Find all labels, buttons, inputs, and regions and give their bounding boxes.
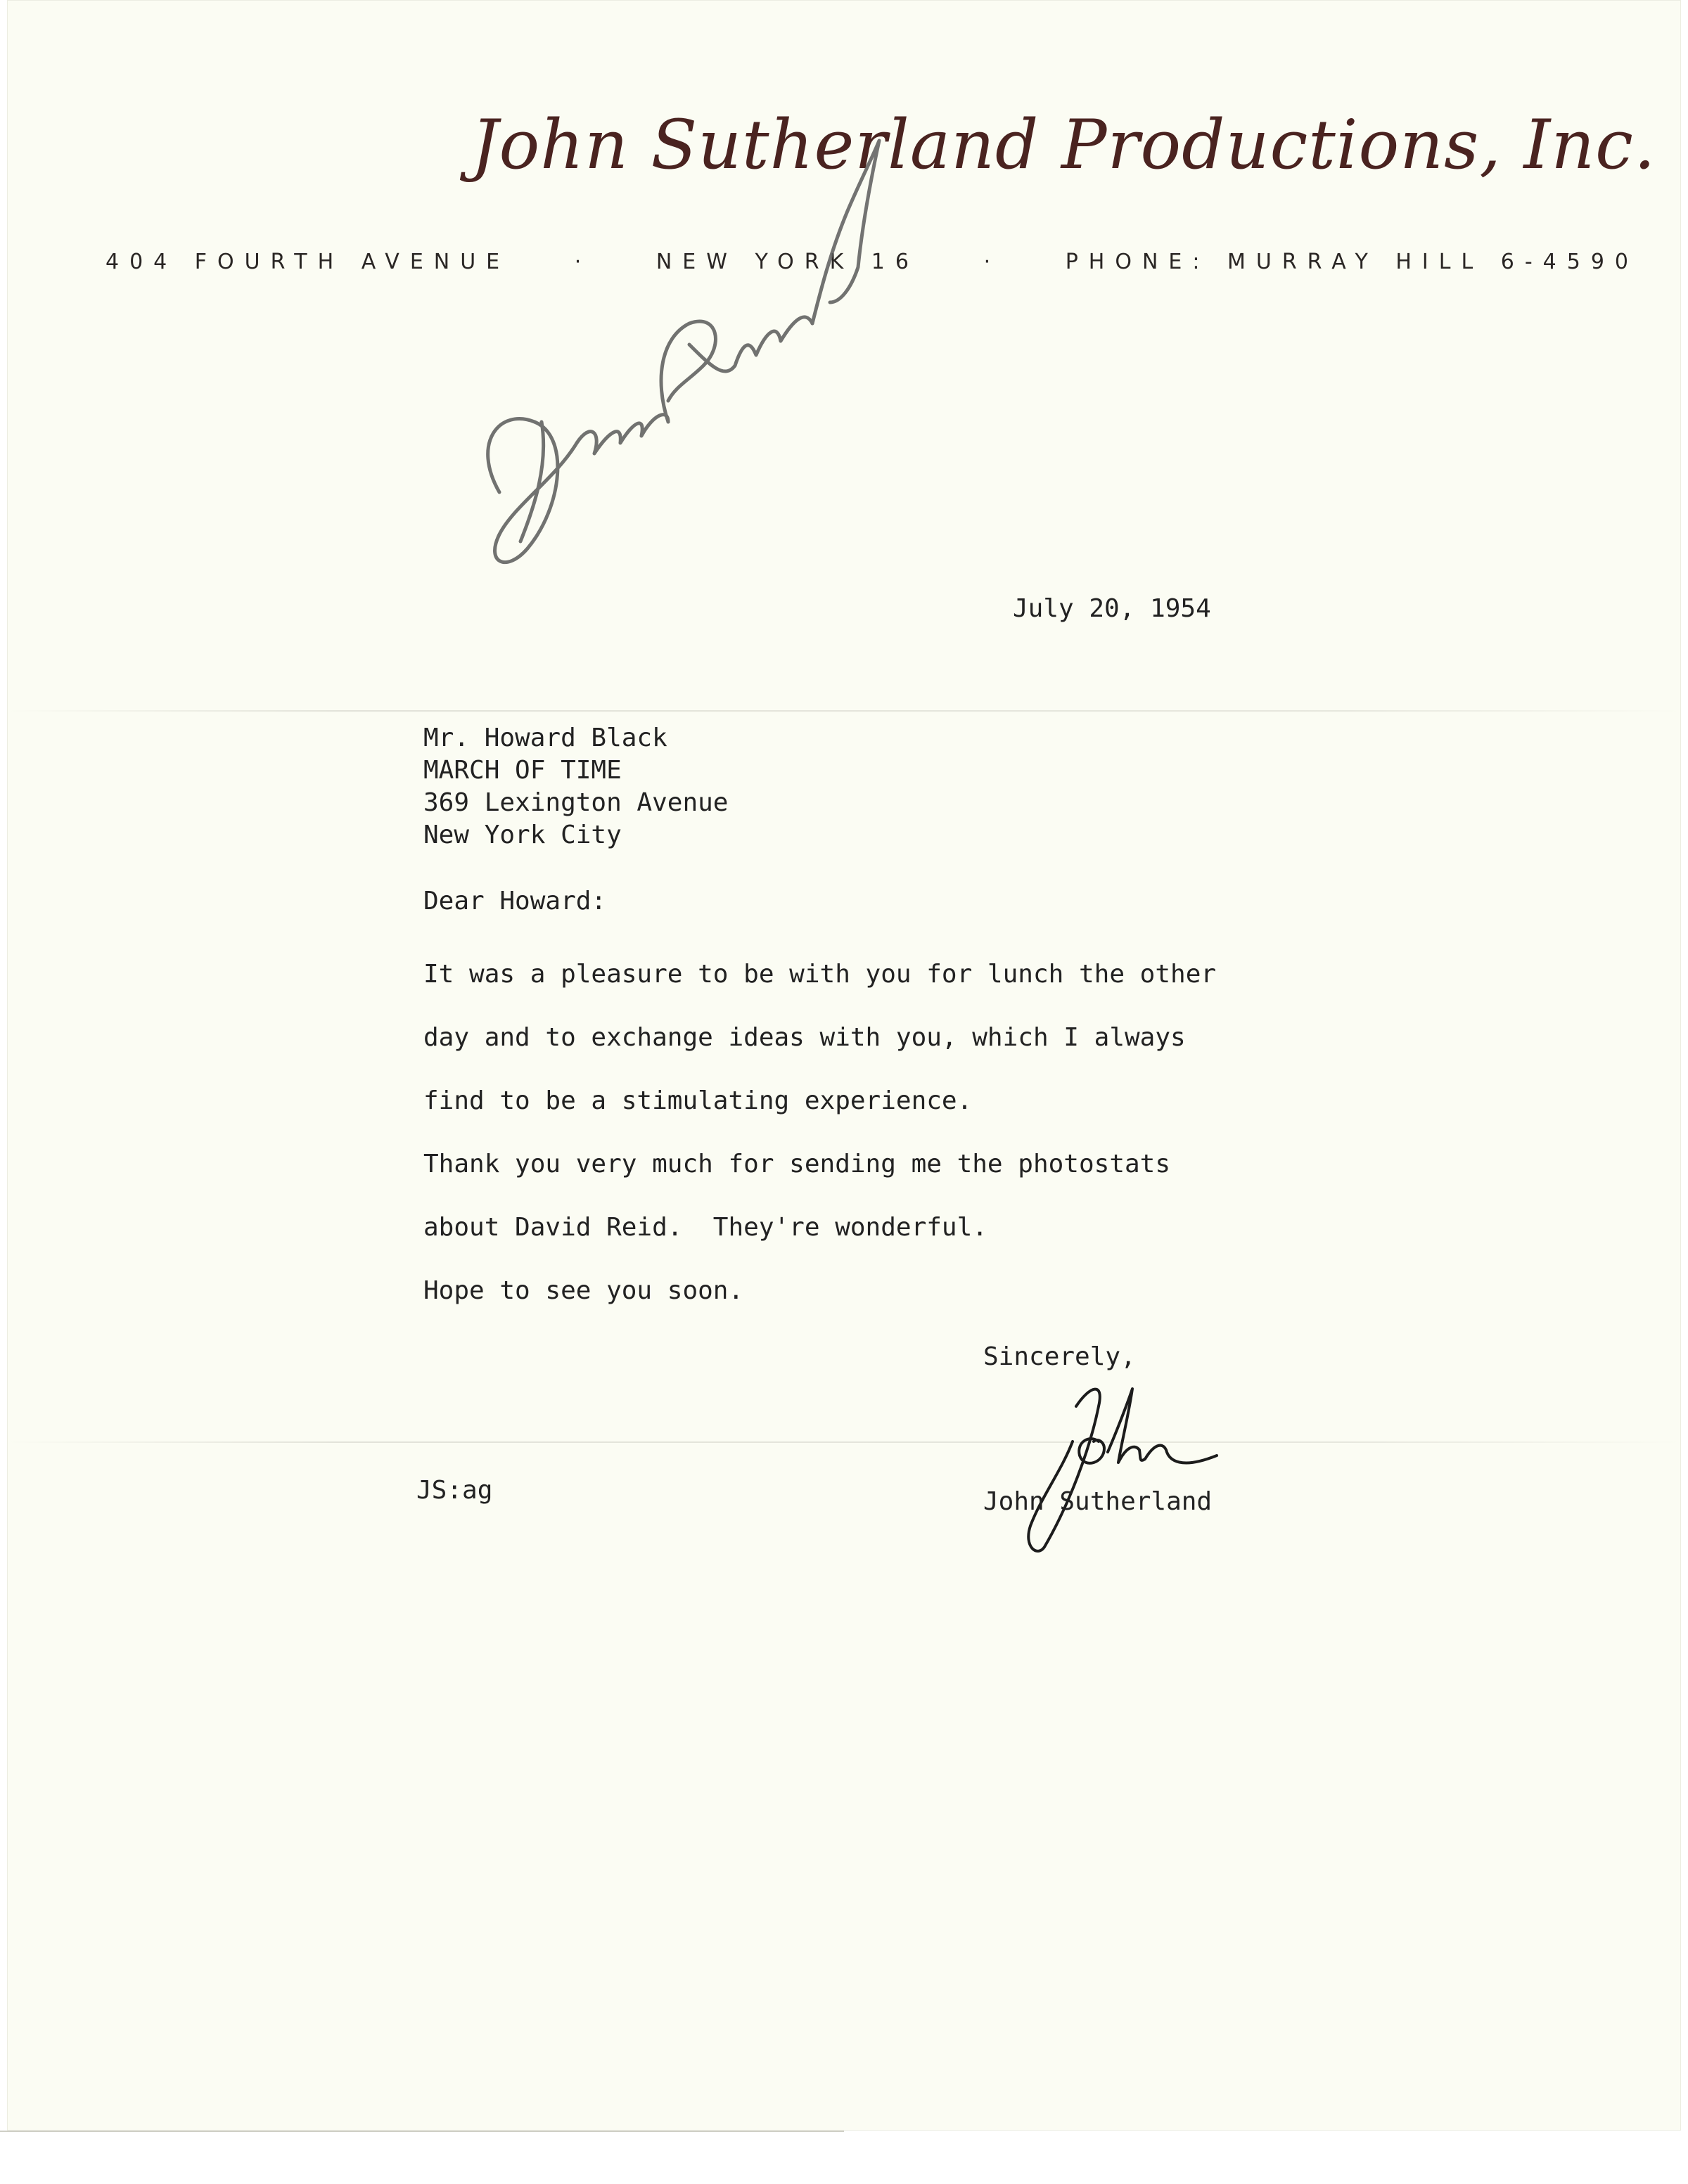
ink-signature — [1006, 1357, 1231, 1568]
body-line: about David Reid. They're wonderful. — [423, 1213, 987, 1242]
paper-bottom-edge — [0, 2131, 844, 2132]
recipient-company: MARCH OF TIME — [423, 756, 622, 785]
letterhead-phone: PHONE: MURRAY HILL 6-4590 — [1065, 250, 1639, 274]
letter-sheet — [7, 0, 1681, 2131]
closing: Sincerely, — [983, 1342, 1136, 1371]
letterhead-company-name: John Sutherland Productions, Inc. — [471, 105, 1656, 184]
typist-initials: JS:ag — [416, 1476, 493, 1505]
body-line: Hope to see you soon. — [423, 1276, 744, 1305]
paper-fold-line — [7, 710, 1681, 712]
recipient-city: New York City — [423, 821, 622, 849]
recipient-name: Mr. Howard Black — [423, 724, 667, 752]
body-line: It was a pleasure to be with you for lunch the other — [423, 960, 1217, 989]
pencil-autograph — [457, 113, 907, 591]
letterhead-city: NEW YORK 16 — [656, 250, 919, 274]
letterhead-separator: · — [574, 250, 592, 274]
recipient-street: 369 Lexington Avenue — [423, 788, 729, 817]
scan-margin — [0, 2131, 1688, 2184]
signer-name: John Sutherland — [983, 1487, 1213, 1516]
letter-date: July 20, 1954 — [1013, 594, 1211, 623]
body-line: day and to exchange ideas with you, which I always — [423, 1023, 1186, 1052]
letterhead-street: 404 FOURTH AVENUE — [106, 250, 511, 274]
salutation: Dear Howard: — [423, 887, 607, 916]
body-line: Thank you very much for sending me the photostats — [423, 1150, 1171, 1178]
letterhead-separator: · — [983, 250, 1002, 274]
body-line: find to be a stimulating experience. — [423, 1086, 973, 1115]
paper-fold-line — [7, 1441, 1681, 1443]
